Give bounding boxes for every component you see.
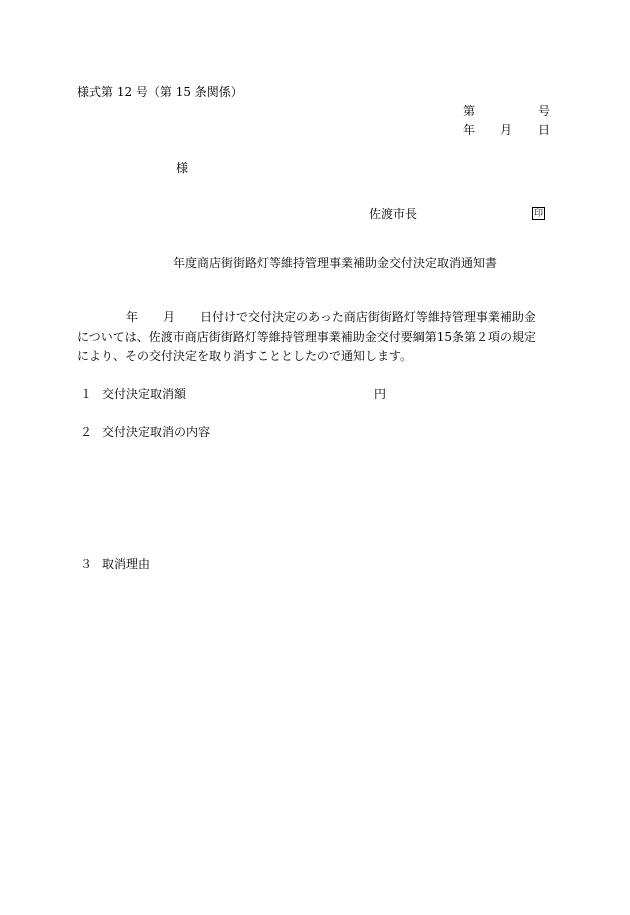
item-1-label: 交付決定取消額 (102, 387, 187, 401)
body-line1-rest: 日付けで交付決定のあった商店街街路灯等維持管理事業補助金 (200, 310, 536, 324)
item-1-unit: 円 (374, 387, 387, 401)
date-month: 月 (500, 123, 513, 137)
body-line1-month: 月 (163, 310, 176, 324)
date-year: 年 (463, 123, 476, 137)
item-1-number: １ (80, 387, 93, 401)
item-2-label: 交付決定取消の内容 (102, 425, 211, 439)
item-2-number: ２ (80, 425, 93, 439)
number-suffix: 号 (538, 104, 551, 118)
body-line1-year: 年 (126, 310, 139, 324)
issuer-name: 佐渡市長 (369, 207, 418, 221)
number-prefix: 第 (463, 104, 476, 118)
item-3-number: ３ (80, 557, 93, 571)
recipient-suffix: 様 (176, 161, 189, 175)
date-day: 日 (538, 123, 551, 137)
form-label: 様式第 12 号（第 15 条関係） (77, 85, 243, 99)
seal-mark (532, 207, 545, 220)
body-line3: により、その交付決定を取り消すこととしたので通知します。 (77, 349, 413, 363)
seal-char: 印 (533, 209, 543, 219)
notice-title: 年度商店街街路灯等維持管理事業補助金交付決定取消通知書 (173, 256, 498, 270)
body-line2: については、佐渡市商店街街路灯等維持管理事業補助金交付要綱第15条第２項の規定 (77, 330, 537, 344)
item-3-label: 取消理由 (102, 557, 151, 571)
